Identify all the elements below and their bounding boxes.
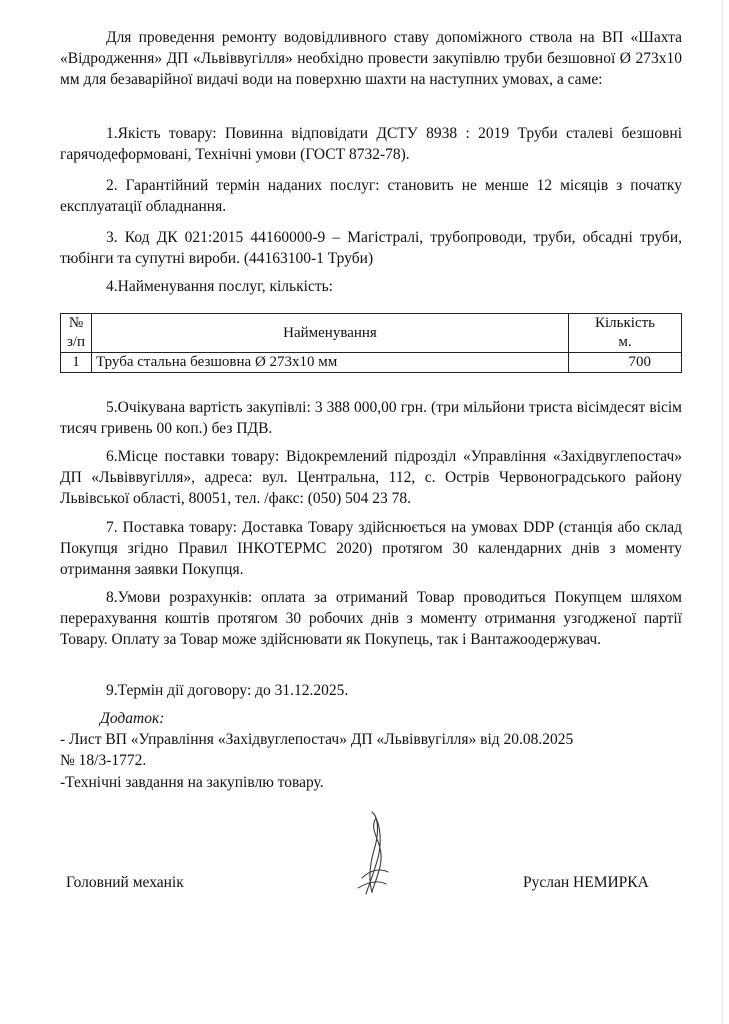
signer-name: Руслан НЕМИРКА [523,874,649,891]
signer-position: Головний механік [66,874,184,891]
intro-paragraph [60,27,682,90]
item-1-quality: 1.Якість товару: Повинна відповідати ДСТУ 8938 : 2019 Труби сталеві безшовні гарячодеформовані, Технічні умови (ГОСТ 8732-78). [60,125,682,163]
item-7-delivery: 7. Поставка товару: Доставка Товару здійснюється на умовах DDP (станція або склад Покупця згідно Правил ІНКОТЕРМС 2020) протягом 30 календарних днів з моменту отримання заявки Покупця. [60,519,682,578]
row-no: 1 [61,353,92,373]
intro-text: Для проведення ремонту водовідливного ставу допоміжного ствола на ВП «Шахта «Відродження» ДП «Львіввугілля» необхідно провести закупівлю труби безшовної Ø 273х10 мм для безаварійної видачі води на поверхню шахти на наступних умовах, а саме: [60,29,682,88]
item-5-cost: 5.Очікувана вартість закупівлі: 3 388 000,00 грн. (три мільйони триста вісімдесят вісім тисяч гривень 00 коп.) без ПДВ. [60,399,682,437]
item-3-code: 3. Код ДК 021:2015 44160000-9 – Магістралі, трубопроводи, труби, обсадні труби, тюбінги та супутні вироби. (44163100-1 Труби) [60,229,682,267]
header-qty: Кількість м. [569,314,682,353]
appendix-line-3: -Технічні завдання на закупівлю товару. [60,774,324,791]
row-qty: 700 [569,353,682,373]
item-6-delivery-place: 6.Місце поставки товару: Відокремлений підрозділ «Управління «Західвуглепостач» ДП «Львіввугілля», адреса: вул. Центральна, 112, с. Острів Червоноградського району Львівської області, 80051, тел. /факс: (050) 504 23 78. [60,448,682,507]
header-no: № з/п [61,314,92,353]
signature [350,808,400,898]
appendix-line-2: № 18/3-1772. [60,752,147,769]
item-2-warranty: 2. Гарантійний термін наданих послуг: становить не менше 12 місяців з початку експлуатації обладнання. [60,177,682,215]
item-4-name-qty: 4.Найменування послуг, кількість: [106,278,333,295]
scan-edge [722,0,723,1024]
appendix-title: Додаток: [100,710,165,727]
appendix-line-1: - Лист ВП «Управління «Західвуглепостач» ДП «Львіввугілля» від 20.08.2025 [60,731,574,748]
header-name: Найменування [92,314,569,353]
spec-table [60,313,682,373]
table-header-row [61,314,682,353]
table-row [61,353,682,373]
item-8-payment: 8.Умови розрахунків: оплата за отриманий Товар проводиться Покупцем шляхом перерахування коштів протягом 30 робочих днів з моменту отримання узгодженої партії Товару. Оплату за Товар може здійснювати як Покупець, так і Вантажоодержувач. [60,589,682,648]
row-name: Труба стальна безшовна Ø 273х10 мм [92,353,569,373]
item-9-term: 9.Термін дії договору: до 31.12.2025. [106,682,349,699]
